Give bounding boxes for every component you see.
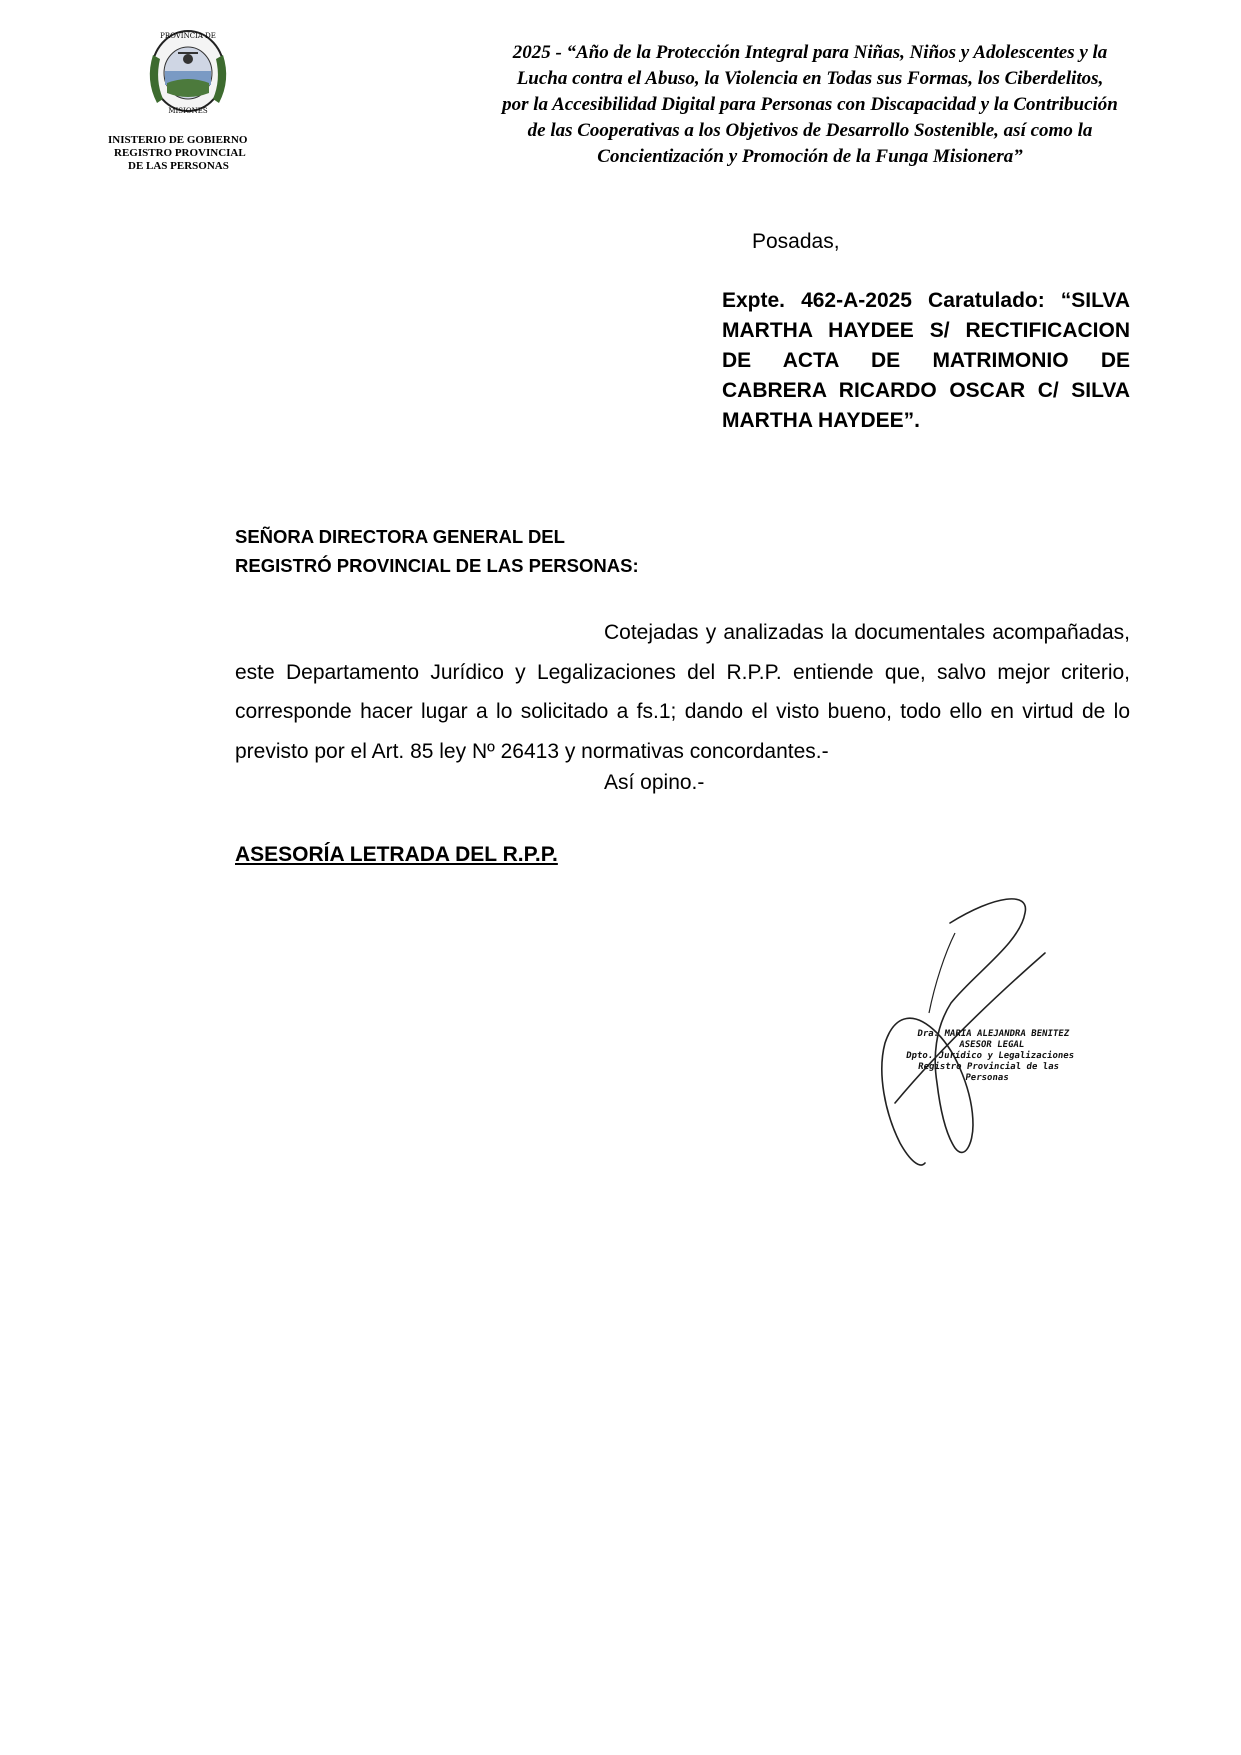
provincial-seal-icon	[143, 25, 233, 117]
motto-line: de las Cooperativas a los Objetivos de Desarrollo Sostenible, así como la	[527, 120, 1093, 141]
office-title: ASESORÍA LETRADA DEL R.P.P.	[235, 843, 558, 866]
addressee-line: SEÑORA DIRECTORA GENERAL DEL	[235, 526, 565, 547]
stamp-title: ASESOR LEGAL	[958, 1040, 1025, 1050]
stamp-name: Dra. MARIA ALEJANDRA BENITEZ	[916, 1029, 1070, 1039]
case-caption: Expte. 462-A-2025 Caratulado: “SILVA MARTHA HAYDEE S/ RECTIFICACION DE ACTA DE MATRIMONIO DE CABRERA RICARDO OSCAR C/ SILVA MARTHA HAYDEE”.	[722, 289, 1130, 432]
stamp-department: Dpto. Jurídico y Legalizaciones	[905, 1051, 1075, 1061]
signature-stamp	[901, 1029, 1079, 1084]
body-paragraph: Cotejadas y analizadas la documentales acompañadas, este Departamento Jurídico y Legalizaciones del R.P.P. entiende que, salvo mejor criterio, corresponde hacer lugar a lo solicitado a fs.1; dando el visto bueno, todo ello en virtud de lo previsto por el Art. 85 ley Nº 26413 y normativas concordantes.-	[235, 621, 1130, 763]
stamp-institution: Registro Provincial de las Personas	[917, 1062, 1060, 1083]
year-motto	[455, 40, 1165, 170]
motto-line: por la Accesibilidad Digital para Personas con Discapacidad y la Contribución	[502, 94, 1118, 115]
ministry-line: DE LAS PERSONAS	[128, 160, 229, 172]
closing-phrase: Así opino.-	[604, 771, 705, 794]
seal-text-bottom: MISIONES	[168, 107, 208, 115]
ministry-line: INISTERIO DE GOBIERNO	[108, 134, 248, 146]
addressee-line: REGISTRÓ PROVINCIAL DE LAS PERSONAS:	[235, 555, 639, 576]
seal-text-top: PROVINCIA DE	[160, 32, 216, 40]
ministry-block	[108, 134, 288, 173]
motto-line: Lucha contra el Abuso, la Violencia en Todas sus Formas, los Ciberdelitos,	[516, 68, 1104, 89]
motto-line: 2025 - “Año de la Protección Integral para Niñas, Niños y Adolescentes y la	[512, 42, 1108, 63]
ministry-line: REGISTRO PROVINCIAL	[114, 147, 246, 159]
addressee	[235, 522, 835, 580]
motto-line: Concientización y Promoción de la Funga Misionera”	[597, 146, 1023, 167]
place-date: Posadas,	[752, 230, 840, 253]
body-text	[235, 613, 1130, 771]
